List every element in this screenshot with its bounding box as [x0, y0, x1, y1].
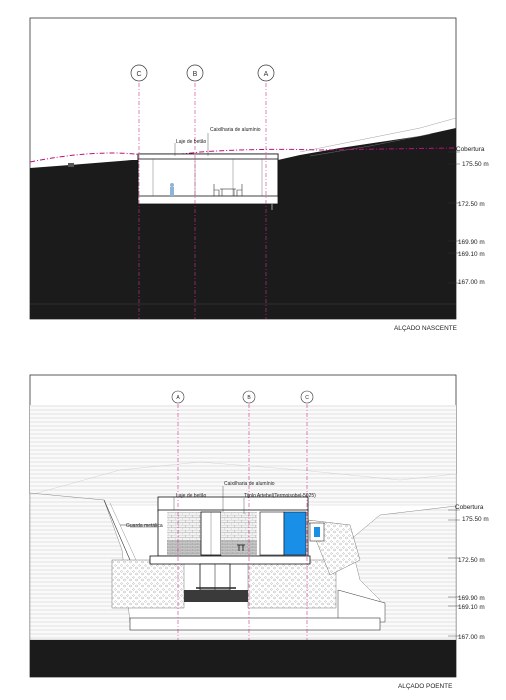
- ground-mass-poente: [30, 640, 456, 677]
- svg-text:B: B: [247, 395, 251, 401]
- level-172-50: 172.50 m: [458, 201, 485, 208]
- svg-text:C: C: [136, 71, 142, 78]
- axis-bubble-a-nascente: [258, 65, 274, 81]
- building-nascente: [138, 154, 278, 210]
- note-laje-betao-poente: Laje de betão: [176, 493, 207, 499]
- elevation-poente: [30, 375, 489, 690]
- note-laje-betao: Laje de betão: [176, 139, 207, 145]
- person-figure: [170, 183, 174, 196]
- level-169-10-poente: 169.10 m: [458, 604, 485, 611]
- axis-bubble-c-nascente: [131, 65, 147, 81]
- level-169-10: 169.10 m: [458, 251, 485, 258]
- axis-bubble-b-poente: [243, 391, 255, 403]
- note-caixilharia-poente: Caixilharia de alumínio: [224, 481, 275, 487]
- level-167-00-poente: 167.00 m: [458, 634, 485, 641]
- level-169-90-poente: 169.90 m: [458, 595, 485, 602]
- axis-bubble-a-poente: [172, 391, 184, 403]
- glass-panel-blue: [284, 512, 306, 555]
- svg-text:C: C: [305, 395, 309, 401]
- level-167-00: 167.00 m: [458, 279, 485, 286]
- elevation-nascente: [30, 18, 489, 332]
- svg-text:A: A: [176, 395, 180, 401]
- level-169-90: 169.90 m: [458, 239, 485, 246]
- note-guarda-metalica: Guarda metálica: [126, 523, 163, 529]
- svg-text:B: B: [192, 71, 198, 78]
- level-cobertura-poente: Cobertura: [455, 504, 484, 511]
- axis-bubble-c-poente: [301, 391, 313, 403]
- level-cobertura: Cobertura: [456, 146, 485, 153]
- note-caixilharia: Caixilharia de alumínio: [210, 127, 261, 133]
- title-poente: ALÇADO POENTE: [398, 683, 453, 690]
- level-175-50: 175.50 m: [462, 161, 489, 168]
- svg-text:A: A: [263, 71, 269, 78]
- axis-bubble-b-nascente: [187, 65, 203, 81]
- note-tijolo: Tijolo Artebel(Termoisobel-5025): [244, 493, 316, 499]
- level-172-50-poente: 172.50 m: [458, 557, 485, 564]
- title-nascente: ALÇADO NASCENTE: [394, 325, 457, 332]
- level-175-50-poente: 175.50 m: [462, 516, 489, 523]
